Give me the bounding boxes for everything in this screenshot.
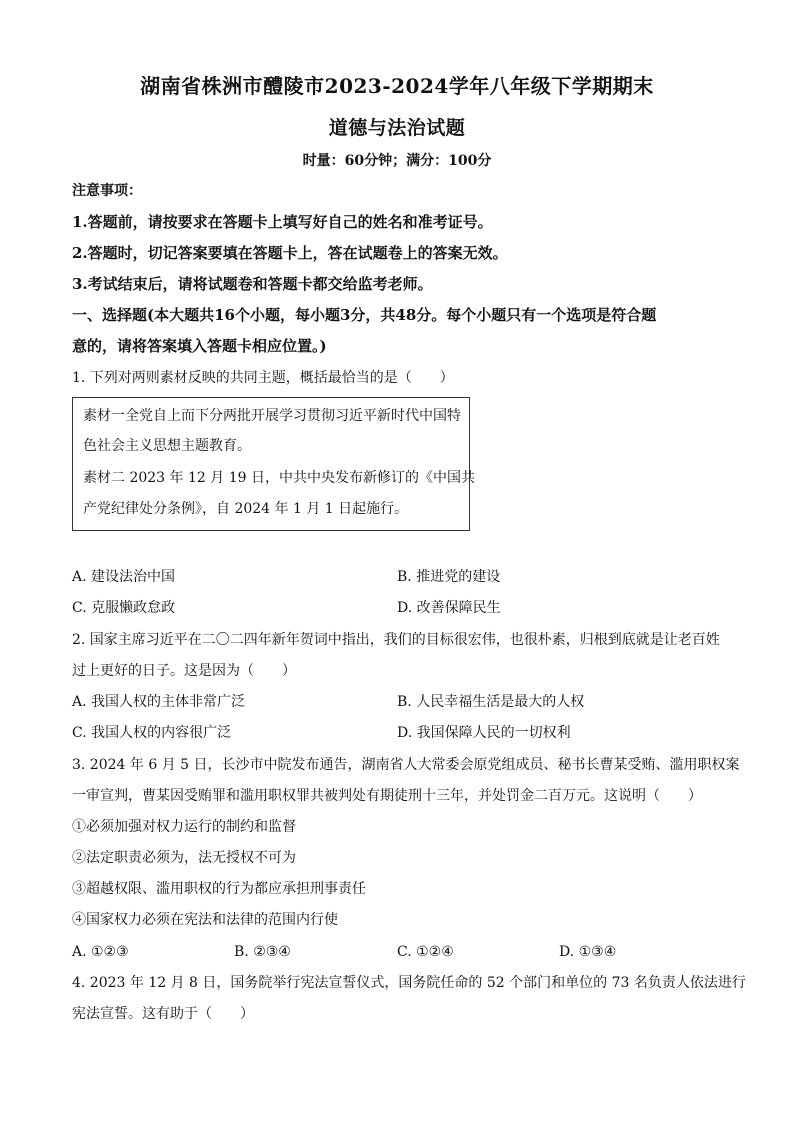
q3-statement: ④国家权力必须在宪法和法律的范围内行使 (72, 912, 338, 928)
q3-option-c: C. ①②④ (397, 944, 454, 960)
question-2-stem-cont: 过上更好的日子。这是因为（ ） (72, 663, 296, 679)
question-4-stem-cont: 宪法宣誓。这有助于（ ） (72, 1006, 254, 1022)
question-4-stem: 4. 2023 年 12 月 8 日，国务院举行宪法宣誓仪式，国务院任命的 52 个部门和单位的 73 名负责人依法进行 (72, 975, 746, 991)
question-3-stem-cont: 一审宣判，曹某因受贿罪和滥用职权罪共被判处有期徒刑十三年，并处罚金二百万元。这说明（ ） (72, 788, 702, 804)
notes-heading: 注意事项： (72, 183, 142, 199)
material-line: 素材一全党自上而下分两批开展学习贯彻习近平新时代中国特 (83, 408, 461, 424)
q2-option-c: C. 我国人权的内容很广泛 (72, 725, 232, 741)
material-line: 素材二 2023 年 12 月 19 日，中共中央发布新修订的《中国共 (83, 470, 475, 486)
q3-option-b: B. ②③④ (234, 944, 291, 960)
material-line: 色社会主义思想主题教育。 (83, 438, 251, 454)
exam-title: 湖南省株洲市醴陵市2023-2024学年八年级下学期期末 (140, 74, 654, 98)
q3-statement: ②法定职责必须为，法无授权不可为 (72, 850, 296, 866)
note-item: 1.答题前，请按要求在答题卡上填写好自己的姓名和准考证号。 (72, 213, 493, 231)
q3-statement: ①必须加强对权力运行的制约和监督 (72, 819, 296, 835)
question-1-stem: 1. 下列对两则素材反映的共同主题，概括最恰当的是（ ） (72, 370, 454, 386)
section-heading-cont: 意的，请将答案填入答题卡相应位置。) (72, 337, 327, 355)
question-2-stem: 2. 国家主席习近平在二〇二四年新年贺词中指出，我们的目标很宏伟，也很朴素，归根到底就是让老百姓 (72, 632, 720, 648)
note-item: 2.答题时，切记答案要填在答题卡上，答在试题卷上的答案无效。 (72, 244, 508, 262)
question-3-stem: 3. 2024 年 6 月 5 日，长沙市中院发布通告，湖南省人大常委会原党组成员、秘书长曹某受贿、滥用职权案 (72, 757, 740, 773)
q1-option-c: C. 克服懒政怠政 (72, 600, 176, 616)
q3-statement: ③超越权限、滥用职权的行为都应承担刑事责任 (72, 881, 366, 897)
note-item: 3.考试结束后，请将试题卷和答题卡都交给监考老师。 (72, 275, 433, 293)
exam-subject: 道德与法治试题 (328, 117, 466, 139)
q3-option-d: D. ①③④ (559, 944, 617, 960)
material-box (72, 397, 475, 531)
q1-option-d: D. 改善保障民生 (397, 600, 501, 616)
q2-option-d: D. 我国保障人民的一切权利 (397, 725, 571, 741)
q2-option-b: B. 人民幸福生活是最大的人权 (397, 694, 585, 710)
q3-option-a: A. ①②③ (72, 944, 129, 960)
material-line: 产党纪律处分条例》，自 2024 年 1 月 1 日起施行。 (83, 501, 409, 517)
time-score: 时量：60分钟；满分：100分 (302, 153, 492, 169)
q2-option-a: A. 我国人权的主体非常广泛 (72, 694, 246, 710)
q1-option-a: A. 建设法治中国 (72, 569, 176, 585)
section-heading: 一、选择题(本大题共16个小题，每小题3分，共48分。每个小题只有一个选项是符合题 (72, 306, 657, 324)
q1-option-b: B. 推进党的建设 (397, 569, 501, 585)
